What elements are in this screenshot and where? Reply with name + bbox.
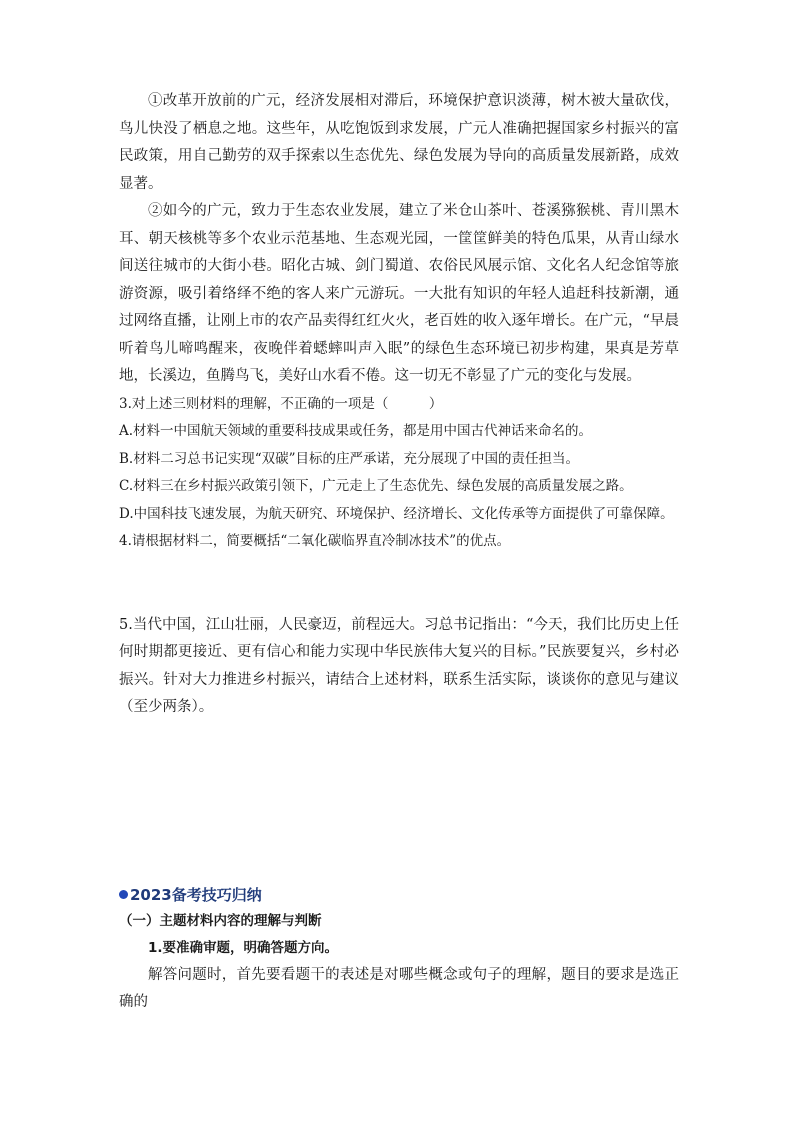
question-3-option-a: A.材料一中国航天领域的重要科技成果或任务，都是用中国古代神话来命名的。	[119, 423, 593, 439]
question-4-stem: 4.请根据材料二，简要概括“二氧化碳临界直冷制冰技术”的优点。	[119, 533, 511, 549]
answer-space-2	[119, 722, 679, 882]
tips-body-text: 解答问题时，首先要看题干的表述是对哪些概念或句子的理解，题目的要求是选正确的	[119, 966, 679, 1010]
material-paragraph-2: ②如今的广元，致力于生态农业发展，建立了米仓山茶叶、苍溪猕猴桃、青川黑木耳、朝天核桃等多个农业示范基地、生态观光园，一筐筐鲜美的特色瓜果，从青山绿水间送往城市的大街小巷。昭化古城、剑门蜀道、农俗民风展示馆、文化名人纪念馆等旅游资源，吸引着络绎不绝的客人来广元游玩。一大批有知识的年轻人追赶科技新潮，通过网络直播，让刚上市的农产品卖得红红火火，老百姓的收入逐年增长。在广元，“早晨听着鸟儿啼鸣醒来，夜晚伴着蟋蟀叫声入眠”的绿色生态环境已初步构建，果真是芳草地，长溪边，鱼腾鸟飞，美好山水看不倦。这一切无不彰显了广元的变化与发展。	[119, 203, 679, 384]
bullet-dot-icon	[119, 890, 128, 899]
question-3-option-c: C.材料三在乡村振兴政策引领下，广元走上了生态优先、绿色发展的高质量发展之路。	[119, 478, 633, 494]
tips-section-heading: （一）主题材料内容的理解与判断	[119, 912, 322, 929]
question-3-stem: 3.对上述三则材料的理解，不正确的一项是（ ）	[119, 395, 443, 412]
document-page	[119, 88, 679, 1017]
tips-point-heading: 1.要准确审题，明确答题方向。	[148, 939, 339, 956]
tips-heading	[119, 882, 679, 908]
question-3-option-d: D.中国科技飞速发展，为航天研究、环境保护、经济增长、文化传承等方面提供了可靠保障。	[119, 505, 674, 522]
question-3-option-b: B.材料二习总书记实现“双碳”目标的庄严承诺，充分展现了中国的责任担当。	[119, 450, 580, 467]
answer-space	[119, 556, 679, 612]
tips-heading-text: 2023备考技巧归纳	[130, 885, 262, 904]
material-paragraph-1: ①改革开放前的广元，经济发展相对滞后，环境保护意识淡薄，树木被大量砍伐，鸟儿快没了栖息之地。这些年，从吃饱饭到求发展，广元人准确把握国家乡村振兴的富民政策，用自己勤劳的双手探索以生态优先、绿色发展为导向的高质量发展新路，成效显著。	[119, 93, 679, 192]
question-5-stem: 5.当代中国，江山壮丽，人民豪迈，前程远大。习总书记指出：“今天，我们比历史上任何时期都更接近、更有信心和能力实现中华民族伟大复兴的目标。”民族要复兴，乡村必振兴。针对大力推进乡村振兴，请结合上述材料，联系生活实际，谈谈你的意见与建议（至少两条）。	[119, 616, 679, 715]
